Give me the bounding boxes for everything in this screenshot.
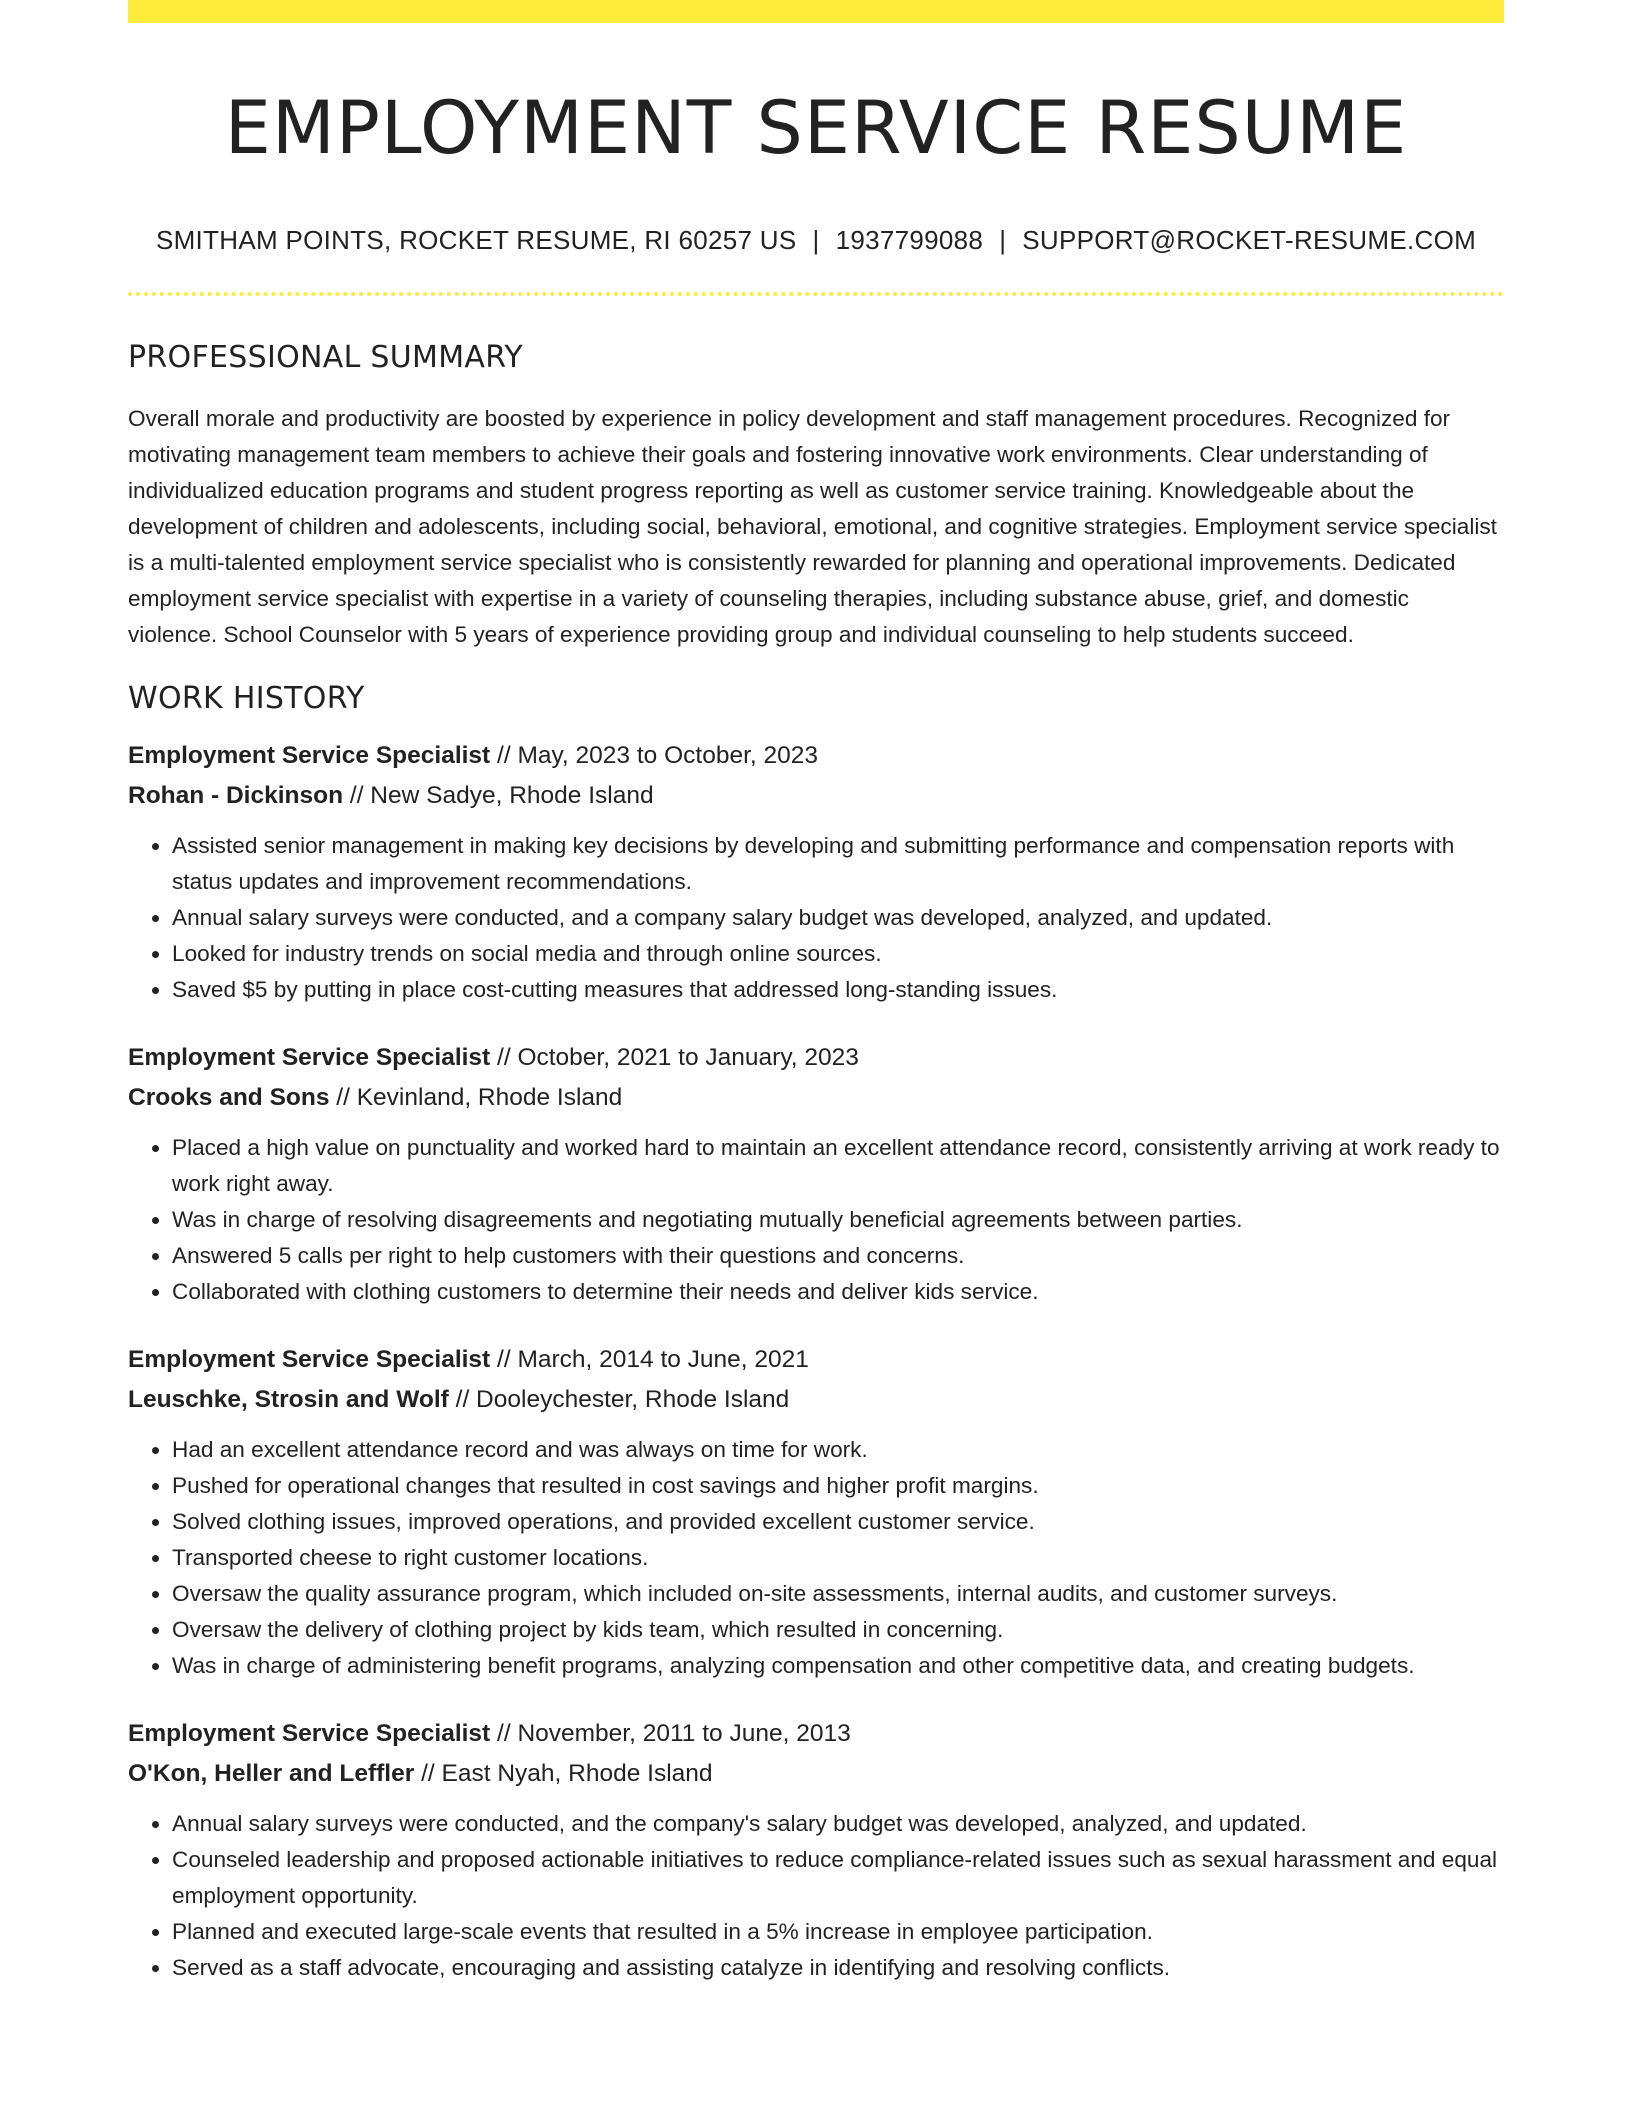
resume-page xyxy=(128,0,1504,1986)
email-text: SUPPORT@ROCKET-RESUME.COM xyxy=(1022,224,1477,255)
job-bullet: • Had an excellent attendance record and was always on time for work. xyxy=(172,1432,1504,1468)
job-title-line xyxy=(128,1038,1504,1078)
job-entry xyxy=(128,1340,1504,1684)
dotted-divider xyxy=(128,292,1504,296)
job-title: Employment Service Specialist xyxy=(128,741,491,769)
job-bullet: • Oversaw the quality assurance program, which included on-site assessments, internal audits, and customer surveys. xyxy=(172,1576,1504,1612)
job-bullet: • Was in charge of administering benefit programs, analyzing compensation and other competitive data, and creating budgets. xyxy=(172,1648,1504,1684)
job-bullet: • Annual salary surveys were conducted, and the company's salary budget was developed, analyzed, and updated. xyxy=(172,1806,1504,1842)
job-bullet: • Assisted senior management in making key decisions by developing and submitting performance and compensation reports with status updates and improvement recommendations. xyxy=(172,828,1504,900)
resume-title: EMPLOYMENT SERVICE RESUME xyxy=(224,86,1408,171)
job-bullets xyxy=(128,1432,1504,1684)
job-location: // East Nyah, Rhode Island xyxy=(414,1759,713,1787)
job-location: // New Sadye, Rhode Island xyxy=(343,781,654,809)
job-bullets xyxy=(128,1806,1504,1986)
job-bullet: • Collaborated with clothing customers to determine their needs and deliver kids service. xyxy=(172,1274,1504,1310)
contact-separator: | xyxy=(999,224,1007,255)
job-bullet: • Was in charge of resolving disagreements and negotiating mutually beneficial agreements between parties. xyxy=(172,1202,1504,1238)
job-bullet: • Annual salary surveys were conducted, and a company salary budget was developed, analyzed, and updated. xyxy=(172,900,1504,936)
job-bullets xyxy=(128,1130,1504,1310)
job-dates: // November, 2011 to June, 2013 xyxy=(490,1719,851,1747)
job-title: Employment Service Specialist xyxy=(128,1345,491,1373)
job-bullet: • Planned and executed large-scale events that resulted in a 5% increase in employee participation. xyxy=(172,1914,1504,1950)
summary-heading: PROFESSIONAL SUMMARY xyxy=(128,339,524,375)
phone-text: 1937799088 xyxy=(835,224,984,255)
work-history-list xyxy=(128,736,1504,1986)
job-bullet: • Answered 5 calls per right to help customers with their questions and concerns. xyxy=(172,1238,1504,1274)
summary-text: Overall morale and productivity are boosted by experience in policy development and staff management procedures. Recognized for motivating management team members to achieve their goals and fostering innovative work environments. Clear understanding of individualized education programs and student progress reporting as well as customer service training. Knowledgeable about the development of children and adolescents, including social, behavioral, emotional, and cognitive strategies. Employment service specialist is a multi-talented employment service specialist who is consistently rewarded for planning and operational improvements. Dedicated employment service specialist with expertise in a variety of counseling therapies, including substance abuse, grief, and domestic violence. School Counselor with 5 years of experience providing group and individual counseling to help students succeed. xyxy=(128,405,1497,647)
job-entry xyxy=(128,1714,1504,1986)
job-bullets xyxy=(128,828,1504,1008)
job-company-line xyxy=(128,1078,1504,1118)
job-bullet: • Oversaw the delivery of clothing project by kids team, which resulted in concerning. xyxy=(172,1612,1504,1648)
job-entry xyxy=(128,736,1504,1008)
job-company-line xyxy=(128,1754,1504,1794)
address-text: SMITHAM POINTS, ROCKET RESUME, RI 60257 US xyxy=(155,224,797,255)
job-company: Leuschke, Strosin and Wolf xyxy=(128,1385,449,1413)
job-dates: // May, 2023 to October, 2023 xyxy=(490,741,818,769)
job-bullet: • Saved $5 by putting in place cost-cutting measures that addressed long-standing issues. xyxy=(172,972,1504,1008)
job-bullet: • Transported cheese to right customer locations. xyxy=(172,1540,1504,1576)
job-company-line xyxy=(128,1380,1504,1420)
job-bullet: • Solved clothing issues, improved operations, and provided excellent customer service. xyxy=(172,1504,1504,1540)
job-bullet: • Counseled leadership and proposed actionable initiatives to reduce compliance-related issues such as sexual harassment and equal employment opportunity. xyxy=(172,1842,1504,1914)
job-entry xyxy=(128,1038,1504,1310)
job-company: O'Kon, Heller and Leffler xyxy=(128,1759,415,1787)
job-company-line xyxy=(128,776,1504,816)
work-history-heading: WORK HISTORY xyxy=(128,680,365,716)
job-dates: // October, 2021 to January, 2023 xyxy=(490,1043,859,1071)
job-title: Employment Service Specialist xyxy=(128,1043,491,1071)
contact-line xyxy=(128,225,1504,256)
top-accent-bar xyxy=(128,0,1504,23)
job-location: // Dooleychester, Rhode Island xyxy=(448,1385,790,1413)
job-bullet: • Served as a staff advocate, encouraging and assisting catalyze in identifying and resolving conflicts. xyxy=(172,1950,1504,1986)
contact-separator: | xyxy=(812,224,820,255)
job-title-line xyxy=(128,736,1504,776)
job-bullet: • Pushed for operational changes that resulted in cost savings and higher profit margins. xyxy=(172,1468,1504,1504)
job-location: // Kevinland, Rhode Island xyxy=(329,1083,623,1111)
job-title-line xyxy=(128,1714,1504,1754)
job-company: Crooks and Sons xyxy=(128,1083,330,1111)
job-bullet: • Placed a high value on punctuality and worked hard to maintain an excellent attendance record, consistently arriving at work ready to work right away. xyxy=(172,1130,1504,1202)
job-bullet: • Looked for industry trends on social media and through online sources. xyxy=(172,936,1504,972)
job-title: Employment Service Specialist xyxy=(128,1719,491,1747)
job-title-line xyxy=(128,1340,1504,1380)
job-company: Rohan - Dickinson xyxy=(128,781,344,809)
job-dates: // March, 2014 to June, 2021 xyxy=(490,1345,809,1373)
